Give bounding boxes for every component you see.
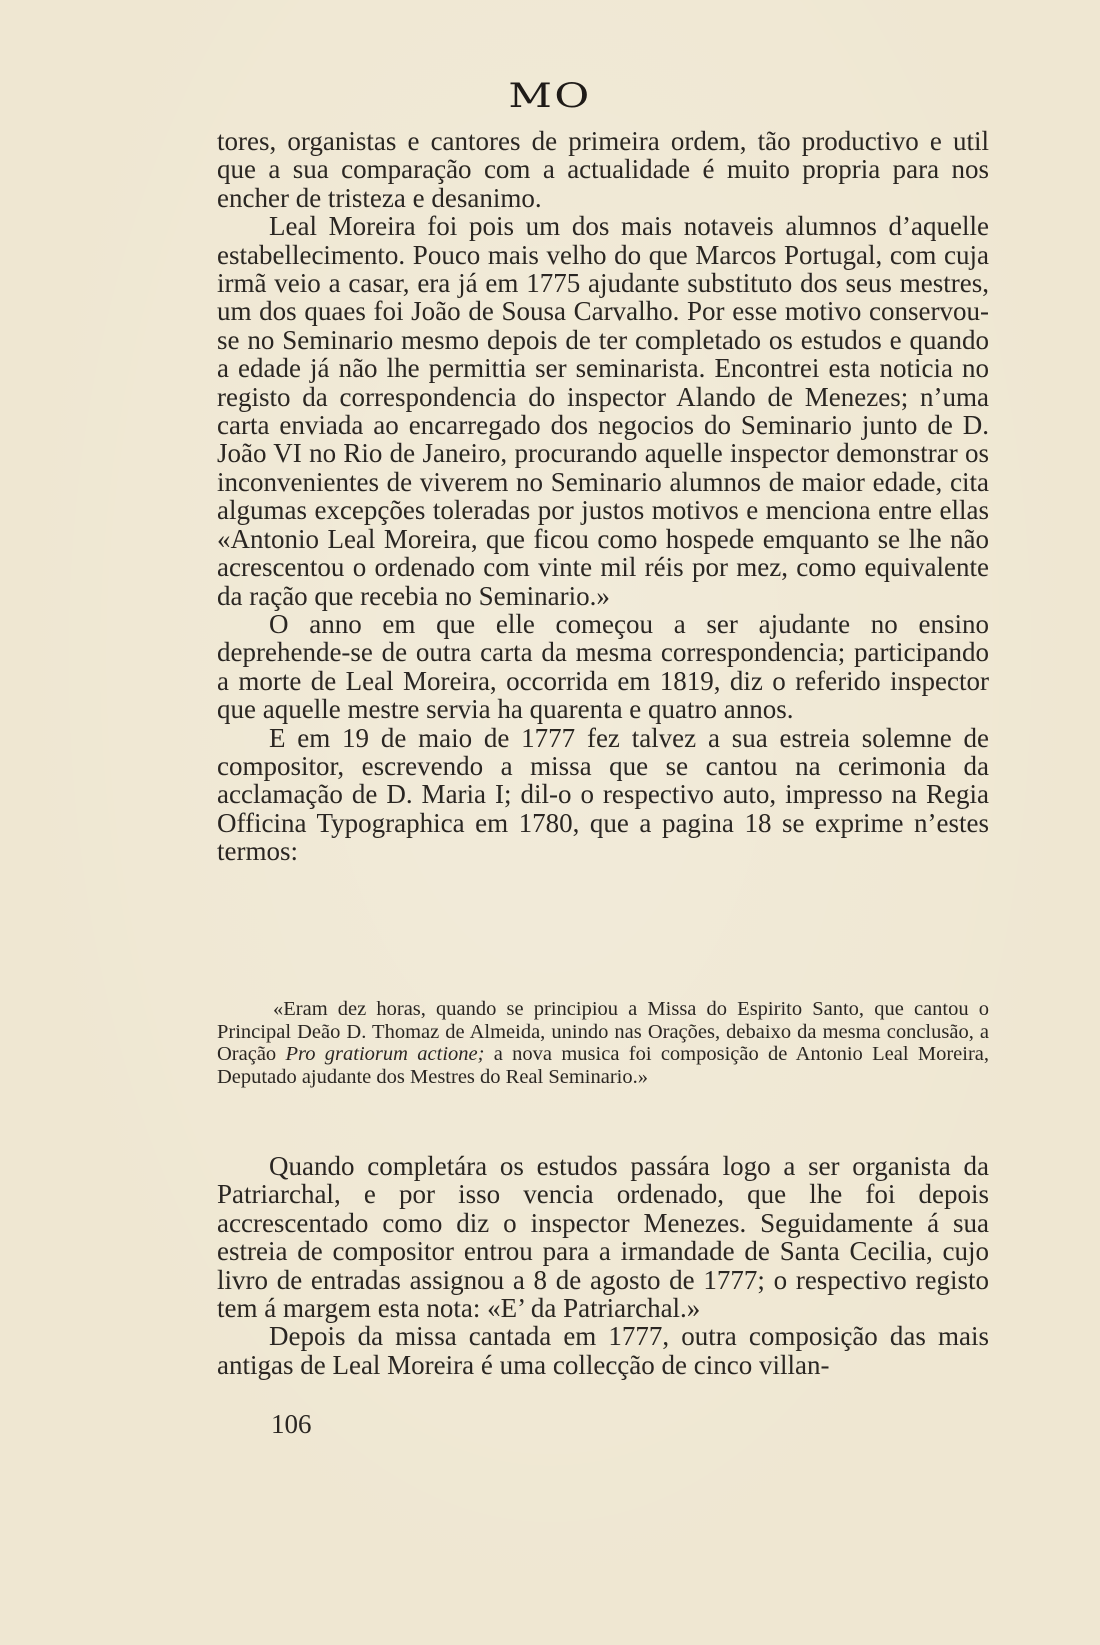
main-text-bottom (217, 1152, 989, 1379)
paragraph-3: O anno em que elle começou a ser ajudante no ensino deprehende-se de outra carta da mesma correspondencia; participando a morte de Leal Moreira, occorrida em 1819, diz o referido inspector que aquelle mestre servia ha quarenta e quatro annos. (217, 608, 989, 725)
quote-italic-phrase: Pro gratiorum actione; (285, 1043, 485, 1066)
quote-text-start: «Eram dez horas, quando se principiou a Missa do Espirito Santo, que cantou o Principal Deão D. Thomaz de Almeida, unindo nas Orações, debaixo da mesma conclusão, a Oração (217, 998, 989, 1066)
paragraph-1: tores, organistas e cantores de primeira ordem, tão productivo e util que a sua comparação com a actualidade é muito propria para nos encher de tristeza e desanimo. (217, 126, 989, 213)
page-number: 106 (271, 1409, 312, 1439)
block-quote (217, 998, 989, 1088)
main-text-top (217, 127, 989, 866)
paragraph-5: Quando completára os estudos passára logo a ser organista da Patriarchal, e por isso vencia ordenado, que lhe foi depois accrescentado como diz o inspector Menezes. Seguidamente á sua estreia de compositor entrou para a irmandade de Santa Cecilia, cujo livro de entradas assignou a 8 de agosto de 1777; o respectivo registo tem á margem esta nota: «E’ da Patriarchal.» (217, 1151, 989, 1324)
paragraph-4: E em 19 de maio de 1777 fez talvez a sua estreia solemne de compositor, escrevendo a missa que se cantou na cerimonia da acclamação de D. Maria I; dil-o o respectivo auto, impresso na Regia Officina Typographica em 1780, que a pagina 18 se exprime n’estes termos: (217, 722, 989, 867)
quote-text-end: a nova musica foi composição de Antonio Leal Moreira, Deputado ajudante dos Mestres do Real Seminario.» (217, 1043, 989, 1088)
running-head: MO (508, 76, 592, 116)
paragraph-6: Depois da missa cantada em 1777, outra composição das mais antigas de Leal Moreira é uma collecção de cinco villan- (217, 1321, 989, 1380)
paragraph-2: Leal Moreira foi pois um dos mais notaveis alumnos d’aquelle estabellecimento. Pouco mais velho do que Marcos Portugal, com cuja irmã veio a casar, era já em 1775 ajudante substituto dos seus mestres, um dos quaes foi João de Sousa Carvalho. Por esse motivo conservou-se no Seminario mesmo depois de ter completado os estudos e quando a edade já não lhe permittia ser seminarista. Encontrei esta noticia no registo da correspondencia do inspector Alando de Menezes; n’uma carta enviada ao encarregado dos negocios do Seminario junto de D. João VI no Rio de Janeiro, procurando aquelle inspector demonstrar os inconvenientes de viverem no Seminario alumnos de maior edade, cita algumas excepções toleradas por justos motivos e menciona entre ellas «Antonio Leal Moreira, que ficou como hospede emquanto se lhe não acrescentou o ordenado com vinte mil réis por mez, como equivalente da ração que recebia no Seminario.» (217, 211, 989, 611)
quote-paragraph (217, 998, 989, 1088)
